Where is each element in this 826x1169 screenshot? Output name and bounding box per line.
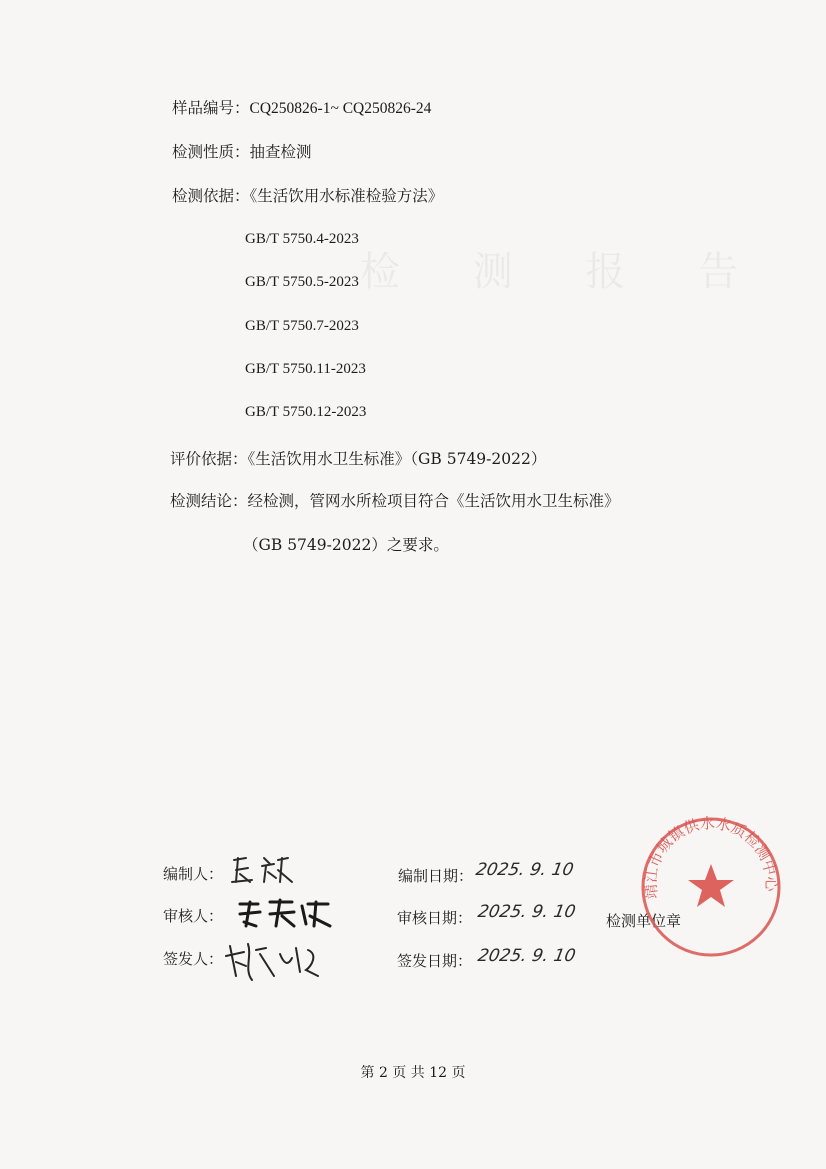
evaluation-basis-row [170, 449, 546, 469]
bleed-through: 检 测 报 告 [360, 249, 769, 295]
test-nature-row [172, 142, 312, 162]
standard-item: GB/T 5750.5-2023 [245, 274, 359, 290]
review-date-label: 审核日期： [397, 909, 473, 927]
official-seal [636, 812, 786, 962]
test-nature-value: 抽查检测 [249, 143, 312, 161]
conclusion-label: 检测结论： [170, 492, 248, 510]
issuer-label: 签发人： [163, 950, 224, 968]
conclusion-continuation: （GB 5749-2022）之要求。 [243, 536, 449, 554]
page-indicator: 第 2 页 共 12 页 [360, 1065, 466, 1081]
issue-date: 2025. 9. 10 [476, 946, 578, 966]
standard-item: GB/T 5750.7-2023 [245, 318, 359, 334]
reviewer-label: 审核人： [163, 907, 224, 925]
review-date: 2025. 9. 10 [476, 902, 578, 922]
compile-date: 2025. 9. 10 [474, 860, 576, 880]
sample-number-row [172, 98, 431, 119]
compiler-signature [228, 852, 298, 888]
reviewer-signature [236, 896, 336, 932]
test-basis-value: 《生活饮用水标准检验方法》 [249, 187, 444, 205]
issuer-signature [222, 936, 322, 986]
compiler-label: 编制人： [163, 865, 224, 883]
seal-star-icon [688, 864, 734, 907]
evaluation-basis-label: 评价依据： [170, 450, 248, 468]
issue-date-label: 签发日期： [397, 952, 473, 970]
stamp-label: 检测单位章 [606, 912, 682, 930]
test-nature-label: 检测性质： [172, 143, 250, 161]
test-basis-label: 检测依据： [172, 187, 250, 205]
sample-number-value: CQ250826-1~ CQ250826-24 [249, 100, 432, 117]
evaluation-basis-value: 《生活饮用水卫生标准》（GB 5749-2022） [247, 450, 547, 468]
standard-item: GB/T 5750.11-2023 [245, 361, 366, 377]
conclusion-line1: 经检测，管网水所检项目符合《生活饮用水卫生标准》 [247, 492, 620, 510]
standard-item: GB/T 5750.12-2023 [245, 404, 367, 420]
conclusion-row [170, 491, 620, 511]
standard-item: GB/T 5750.4-2023 [245, 231, 359, 247]
test-basis-row [172, 186, 443, 206]
svg-text:靖江市城镇供水水质检测中心: 靖江市城镇供水水质检测中心 [641, 813, 781, 901]
sample-number-label: 样品编号： [172, 99, 250, 117]
compile-date-label: 编制日期： [398, 867, 474, 885]
